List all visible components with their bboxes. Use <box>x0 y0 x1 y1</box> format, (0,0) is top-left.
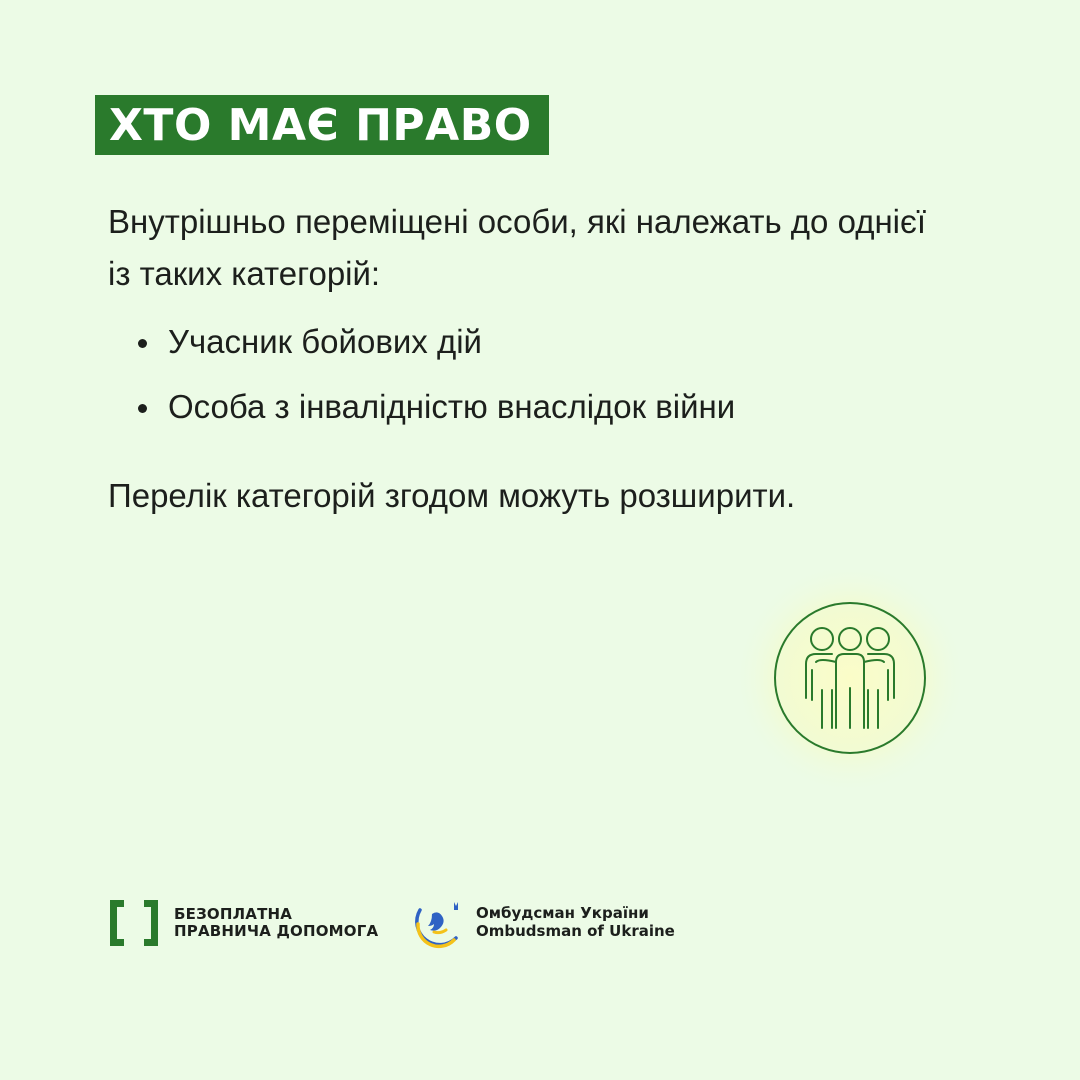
brackets-logo-icon <box>108 898 160 948</box>
category-list <box>138 316 735 446</box>
ombudsman-logo-line2: Ombudsman of Ukraine <box>476 922 675 940</box>
page-title: ХТО МАЄ ПРАВО <box>109 99 532 151</box>
title-badge <box>95 95 549 155</box>
ombudsman-logo-line1: Омбудсман України <box>476 904 649 922</box>
category-label: Особа з інвалідністю внаслідок війни <box>168 388 736 425</box>
outro-text: Перелік категорій згодом можуть розширити. <box>108 477 796 514</box>
list-item <box>138 381 735 433</box>
bullet-icon <box>138 404 147 413</box>
bpd-logo-line1: БЕЗОПЛАТНА <box>174 905 293 923</box>
people-group-icon <box>740 570 980 810</box>
ombudsman-emblem-icon <box>410 894 466 950</box>
intro-text: Внутрішньо переміщені особи, які належать до однієї із таких категорій: <box>108 203 927 292</box>
category-label: Учасник бойових дій <box>168 323 482 360</box>
ombudsman-logo <box>410 892 675 952</box>
free-legal-aid-logo <box>108 898 378 948</box>
bullet-icon <box>138 339 147 348</box>
bpd-logo-line2: ПРАВНИЧА ДОПОМОГА <box>174 922 379 940</box>
list-item <box>138 316 735 368</box>
